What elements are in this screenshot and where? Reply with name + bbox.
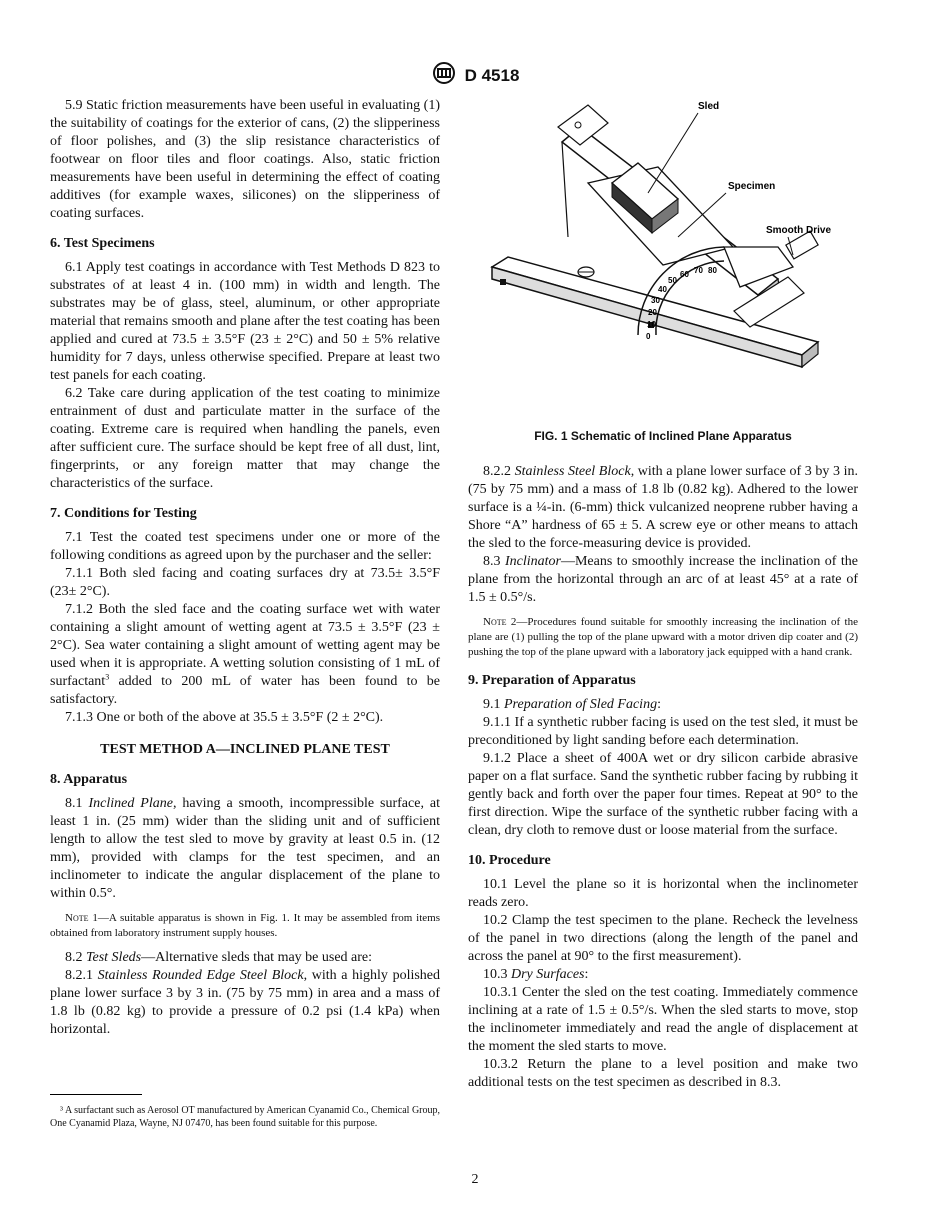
section-10-1: 10.1 Level the plane so it is horizontal when the inclinometer reads zero. (468, 877, 858, 910)
tick-label: 40 (658, 285, 667, 294)
section-7-1-3: 7.1.3 One or both of the above at 35.5 ± 3.5°F (2 ± 2°C). (65, 710, 384, 725)
section-8-2-2: 8.2.2 Stainless Steel Block, with a plane lower surface of 3 by 3 in. (75 by 75 mm) and a mass of 1.8 lb (0.82 kg). Adhered to the lower surface is a ¼-in. (6-mm) thick vulcanized neoprene rubber having a Shore “A” hardness of 65 ± 5. A screw eye or other means to attach the sled to the force-measuring device is provided. (468, 464, 859, 551)
section-9-1-1: 9.1.1 If a synthetic rubber facing is used on the test sled, it must be preconditioned by light sanding before each determination. (468, 715, 858, 748)
figure-1 (468, 97, 858, 427)
left-column (50, 97, 440, 1039)
section-5-9: 5.9 Static friction measurements have been useful in evaluating (1) the suitability of coatings for the exterior of cans, (2) the slipperiness of floor polishes, and (3) the slip resistance characteristics of footwear on floor tiles and floor coatings. Also, static friction measurements have been useful in determining the effect of coating additives (for example waxes, silicones) on the slipperiness of coating surfaces. (50, 98, 440, 221)
section-6-1: 6.1 Apply test coatings in accordance with Test Methods D 823 to substrates of at least 4 in. (100 mm) in width and length. The substrates may be of glass, steel, aluminum, or other appropriate material that remains smooth and plane after the test coating has been applied and cured at 73.5 ± 3.5°F (23 ± 2°C) and 50 ± 5% relative humidity for 7 days, unless otherwise specified. Prepare at least two test panels for each coating. (50, 260, 440, 383)
label-specimen: Specimen (728, 181, 776, 192)
section-10-3-1: 10.3.1 Center the sled on the test coating. Immediately commence inclining at a rate of 1.5 ± 0.5°/s. When the sled starts to move, stop the inclinometer immediately and read the angle of displacement at the moment the sled starts to move. (468, 985, 858, 1054)
standard-designation: D 4518 (464, 65, 520, 85)
section-8-3: 8.3 Inclinator—Means to smoothly increase the inclination of the plane from the horizontal through an arc of at least 45° at a rate of 1.5 ± 0.5°/s. (468, 554, 859, 605)
note-1: Note 1—A suitable apparatus is shown in Fig. 1. It may be assembled from items obtained from laboratory instrument supply houses. (50, 912, 440, 939)
tick-label: 10 (647, 320, 656, 329)
tick-label: 60 (680, 270, 689, 279)
label-smooth-drive: Smooth Drive (766, 225, 832, 236)
footnote-rule (50, 1094, 142, 1095)
figure-caption: FIG. 1 Schematic of Inclined Plane Apparatus (534, 429, 792, 443)
inclined-plane-schematic (488, 97, 848, 417)
tick-label: 0 (646, 332, 651, 341)
right-column (468, 97, 858, 1092)
tick-label: 20 (648, 308, 657, 317)
tick-label: 80 (708, 266, 717, 275)
heading-test-specimens: 6. Test Specimens (50, 236, 155, 251)
section-8-2-1: 8.2.1 Stainless Rounded Edge Steel Block, with a highly polished plane lower surface 3 by 3 in. (75 by 75 mm) in area and a mass of 1.8 lb (0.82 kg) to provide a pressure of 0.2 psi (1.4 kPa) when horizontal. (50, 968, 441, 1037)
section-7-1-1: 7.1.1 Both sled facing and coating surfaces dry at 73.5± 3.5°F (23± 2°C). (50, 566, 440, 599)
section-9-1: 9.1 Preparation of Sled Facing: (483, 697, 661, 712)
tick-label: 50 (668, 276, 677, 285)
page-number: 2 (471, 1172, 479, 1187)
note-2: Note 2—Procedures found suitable for smoothly increasing the inclination of the plane are (1) pulling the top of the plane upward with a motor driven dip coater and (2) pushing the top of the plane upward with a laboratory jack equipped with a hand crank. (468, 616, 858, 658)
section-10-3: 10.3 Dry Surfaces: (483, 967, 589, 982)
section-10-2: 10.2 Clamp the test specimen to the plane. Recheck the levelness of the panel in two directions (along the length of the panel and across the panel at 90° to the first measurement). (468, 913, 858, 964)
section-7-1: 7.1 Test the coated test specimens under one or more of the following conditions as agreed upon by the purchaser and the seller: (50, 530, 440, 563)
heading-apparatus: 8. Apparatus (50, 772, 128, 787)
method-a-heading: TEST METHOD A—INCLINED PLANE TEST (100, 742, 390, 757)
page-header (0, 62, 950, 89)
tick-label: 30 (651, 296, 660, 305)
section-10-3-2: 10.3.2 Return the plane to a level position and make two additional tests on the test specimen as described in 8.3. (468, 1057, 858, 1090)
heading-conditions: 7. Conditions for Testing (50, 506, 197, 521)
heading-preparation: 9. Preparation of Apparatus (468, 673, 636, 688)
section-8-2: 8.2 Test Sleds—Alternative sleds that may be used are: (65, 950, 373, 965)
section-6-2: 6.2 Take care during application of the test coating to minimize entrainment of dust and particulate matter in the surface of the coating. Extreme care is required when handling the panels, even after sufficient cure. The surface should be kept free of all dust, lint, fingerprints, or any foreign matter that may change the characteristics of the surface. (50, 386, 440, 491)
section-8-1: 8.1 Inclined Plane, having a smooth, incompressible surface, at least 1 in. (25 mm) wider than the sliding unit and of sufficient length to allow the test sled to move by gravity at least 0.5 in. (12 mm), provided with clamps for the test specimen, and an inclinometer to indicate the angular displacement of the plane to within 0.5°. (50, 796, 441, 901)
astm-logo-icon (431, 62, 457, 89)
tick-label: 70 (694, 266, 703, 275)
heading-procedure: 10. Procedure (468, 853, 551, 868)
section-7-1-2: 7.1.2 Both the sled face and the coating surface wet with water containing a slight amount of wetting agent at 73.5 ± 3.5°F (23 ± 2°C). Sea water containing a slight amount of wetting agent may be used when it is appropriate. A wetting solution consisting of 1 mL of surfactant$^3$ added to 200 mL of water has been found to be satisfactory. (50, 602, 440, 707)
footnote-ref[interactable]: 3 (105, 672, 110, 682)
footnote-3: ³ A surfactant such as Aerosol OT manufactured by American Cyanamid Co., Chemical Group, One Cyanamid Plaza, Wayne, NJ 07470, has been found suitable for this purpose. (50, 1105, 440, 1129)
label-sled: Sled (698, 101, 720, 112)
section-9-1-2: 9.1.2 Place a sheet of 400A wet or dry silicon carbide abrasive paper on a flat surface. Sand the synthetic rubber facing by rubbing it gently back and forth over the paper four times. Repeat at 90° to the first direction. Wipe the surface of the synthetic rubber facing with a clean, dry cloth to remove dust or loose material from the surface. (468, 751, 858, 838)
